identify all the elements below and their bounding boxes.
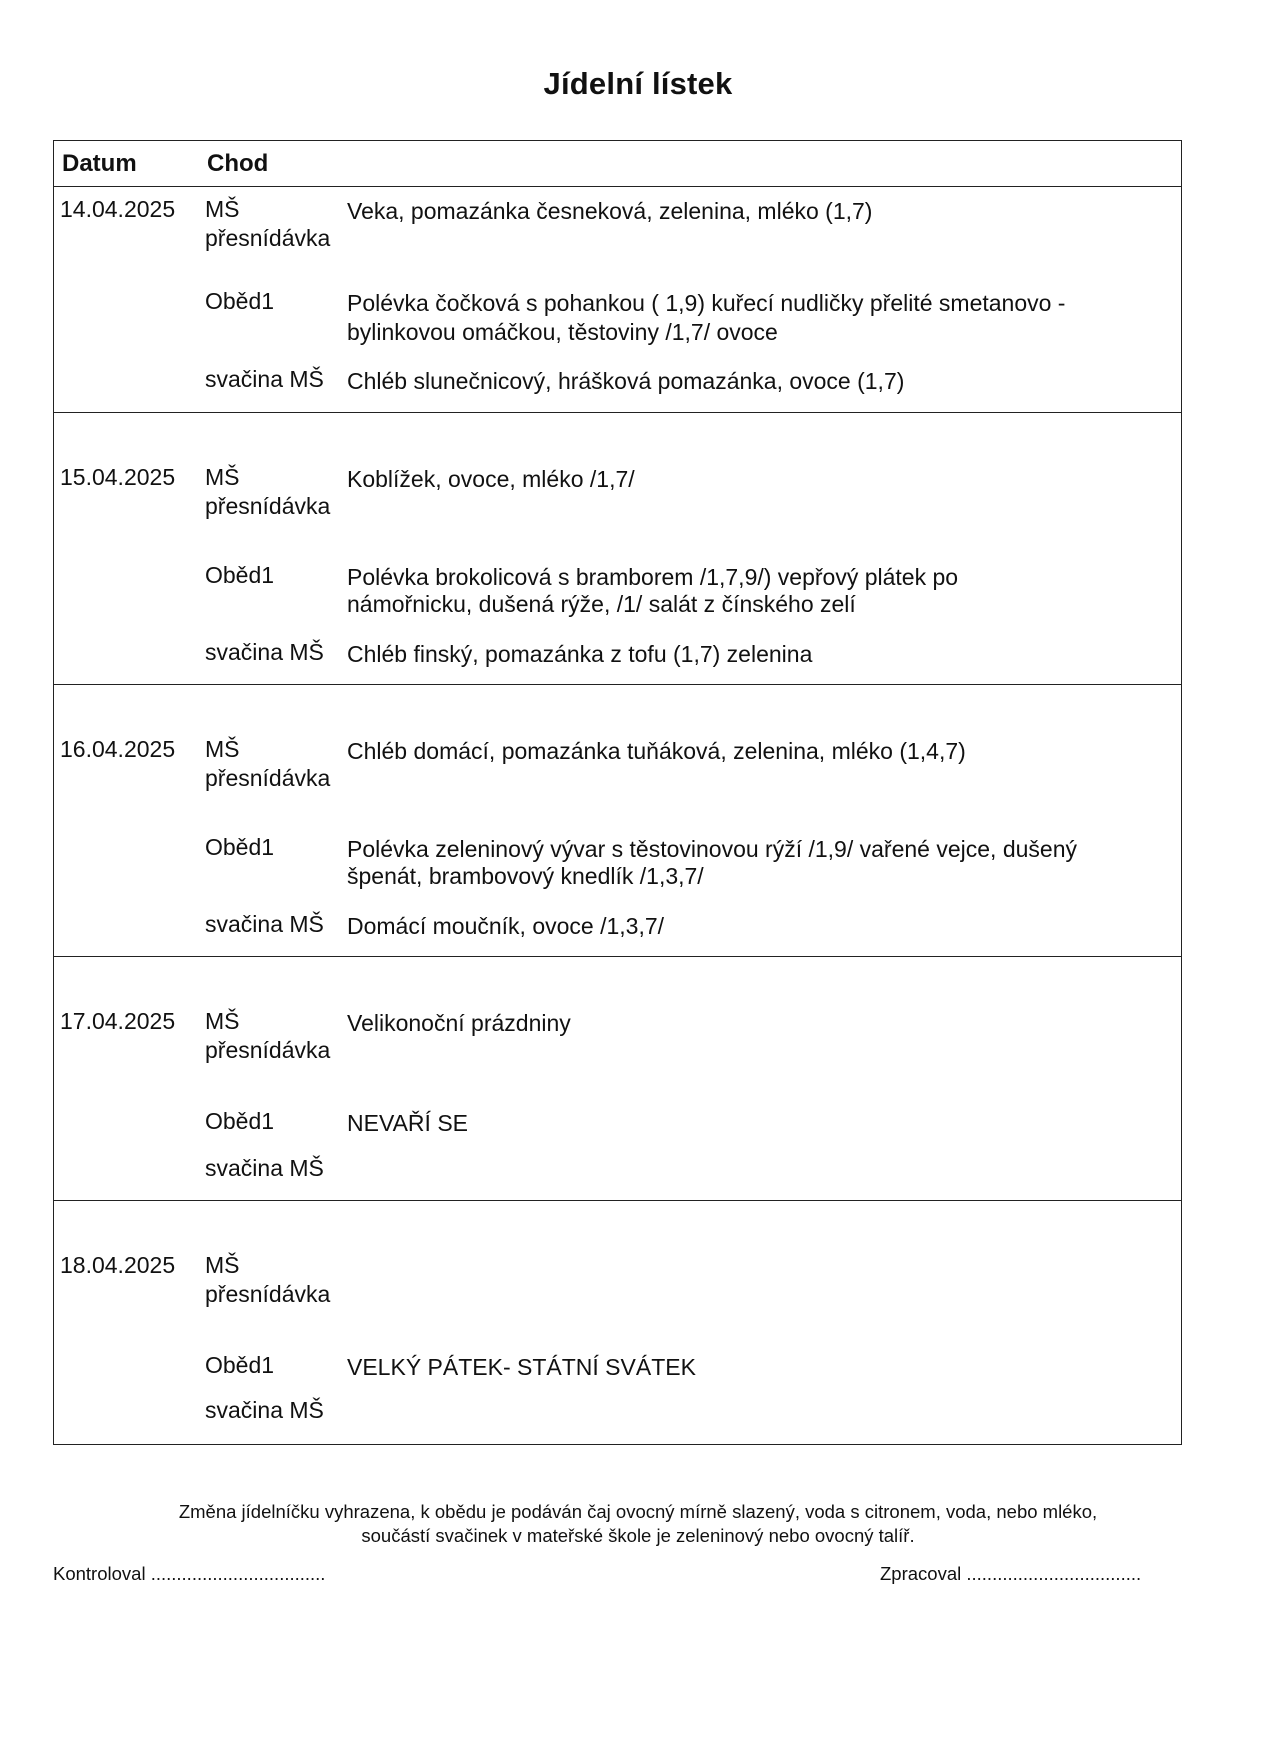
prepared-by-signature-line: Zpracoval .................................. bbox=[880, 1563, 1142, 1584]
dish-morning: Veka, pomazánka česneková, zelenina, mléko (1,7) bbox=[347, 198, 873, 224]
dish-morning: Koblížek, ovoce, mléko /1,7/ bbox=[347, 466, 635, 492]
dish-lunch-line-2: bylinkovou omáčkou, těstoviny /1,7/ ovoce bbox=[347, 319, 778, 345]
dish-snack: Chléb slunečnicový, hrášková pomazánka, ovoce (1,7) bbox=[347, 368, 905, 394]
dish-morning: Velikonoční prázdniny bbox=[347, 1010, 571, 1036]
day-date: 16.04.2025 bbox=[60, 736, 176, 762]
course-morning-label: MŠ bbox=[205, 196, 240, 222]
header-course: Chod bbox=[207, 150, 269, 177]
course-morning-label-2: přesnídávka bbox=[205, 493, 331, 519]
course-snack-label: svačina MŠ bbox=[205, 1397, 324, 1423]
day-date: 17.04.2025 bbox=[60, 1008, 176, 1034]
day-date: 18.04.2025 bbox=[60, 1252, 176, 1278]
day-date: 14.04.2025 bbox=[60, 196, 176, 222]
course-morning-label-2: přesnídávka bbox=[205, 765, 331, 791]
dish-lunch-line-2: špenát, brambovový knedlík /1,3,7/ bbox=[347, 863, 704, 889]
footer-note-line-2: součástí svačinek v mateřské škole je zeleninový nebo ovocný talíř. bbox=[361, 1525, 915, 1546]
dish-lunch-line-1: VELKÝ PÁTEK- STÁTNÍ SVÁTEK bbox=[347, 1354, 696, 1380]
course-morning-label-2: přesnídávka bbox=[205, 1037, 331, 1063]
course-lunch-label: Oběd1 bbox=[205, 834, 275, 860]
dish-lunch-line-2: námořnicku, dušená rýže, /1/ salát z čínského zelí bbox=[347, 591, 856, 617]
footer-note-line-1: Změna jídelníčku vyhrazena, k obědu je podáván čaj ovocný mírně slazený, voda s citronem, voda, nebo mléko, bbox=[178, 1501, 1098, 1522]
footer-note bbox=[0, 1500, 1276, 1548]
course-morning-label: MŠ bbox=[205, 464, 240, 490]
table-header bbox=[54, 141, 1181, 187]
course-morning-label: MŠ bbox=[205, 1008, 240, 1034]
course-snack-label: svačina MŠ bbox=[205, 366, 324, 392]
dish-lunch-line-1: Polévka brokolicová s bramborem /1,7,9/) vepřový plátek po bbox=[347, 564, 959, 590]
day-row bbox=[54, 1201, 1181, 1444]
course-lunch-label: Oběd1 bbox=[205, 1352, 275, 1378]
course-morning-label-2: přesnídávka bbox=[205, 1281, 331, 1307]
course-lunch-label: Oběd1 bbox=[205, 562, 275, 588]
dish-lunch-line-1: Polévka čočková s pohankou ( 1,9) kuřecí nudličky přelité smetanovo - bbox=[347, 290, 1066, 316]
dish-morning: Chléb domácí, pomazánka tuňáková, zelenina, mléko (1,4,7) bbox=[347, 738, 966, 764]
course-snack-label: svačina MŠ bbox=[205, 911, 324, 937]
page-title: Jídelní lístek bbox=[543, 66, 733, 101]
checked-by-signature-line: Kontroloval .................................. bbox=[53, 1563, 326, 1584]
header-date: Datum bbox=[62, 150, 137, 177]
day-row bbox=[54, 187, 1181, 413]
dish-lunch-line-1: Polévka zeleninový vývar s těstovinovou rýží /1,9/ vařené vejce, dušený bbox=[347, 836, 1077, 862]
course-lunch-label: Oběd1 bbox=[205, 288, 275, 314]
dish-lunch-line-1: NEVAŘÍ SE bbox=[347, 1110, 468, 1136]
course-snack-label: svačina MŠ bbox=[205, 1155, 324, 1181]
course-snack-label: svačina MŠ bbox=[205, 639, 324, 665]
dish-snack: Domácí moučník, ovoce /1,3,7/ bbox=[347, 913, 665, 939]
menu-table bbox=[53, 140, 1182, 1445]
dish-snack: Chléb finský, pomazánka z tofu (1,7) zelenina bbox=[347, 641, 813, 667]
day-row bbox=[54, 685, 1181, 957]
course-morning-label-2: přesnídávka bbox=[205, 225, 331, 251]
day-date: 15.04.2025 bbox=[60, 464, 176, 490]
course-lunch-label: Oběd1 bbox=[205, 1108, 275, 1134]
course-morning-label: MŠ bbox=[205, 1252, 240, 1278]
day-row bbox=[54, 957, 1181, 1201]
day-row bbox=[54, 413, 1181, 685]
course-morning-label: MŠ bbox=[205, 736, 240, 762]
